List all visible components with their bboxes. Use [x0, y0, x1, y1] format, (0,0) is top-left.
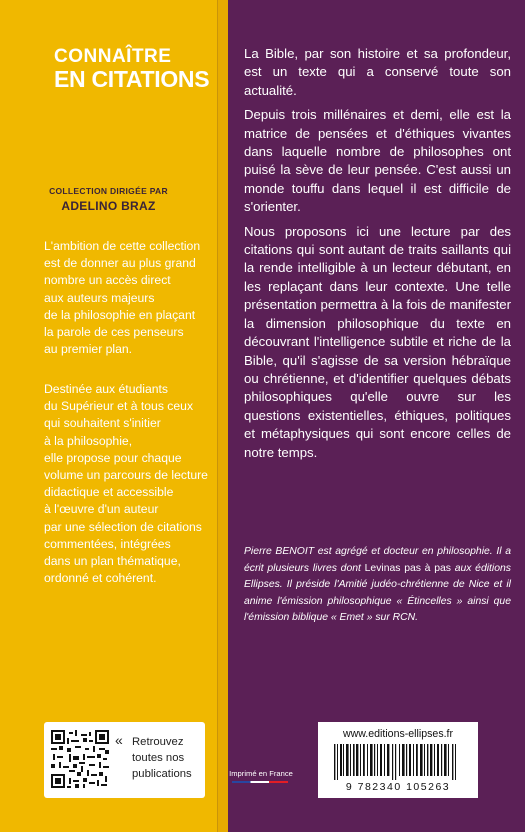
collection-line: de la philosophie en plaçant — [44, 307, 196, 322]
collection-description-1 — [44, 238, 214, 358]
qr-caption-text: Retrouvez toutes nos publications — [132, 736, 192, 780]
barcode-box — [318, 722, 478, 798]
collection-line: du Supérieur et à tous ceux — [44, 399, 194, 414]
collection-credit — [0, 186, 217, 213]
collection-description-2 — [44, 381, 214, 587]
french-flag-stripe — [232, 781, 288, 783]
collection-line: la parole de ces penseurs — [44, 325, 184, 340]
collection-director: ADELINO BRAZ — [61, 199, 156, 213]
author-bio — [244, 544, 511, 627]
collection-line: elle propose pour chaque — [44, 450, 182, 465]
collection-line: dans un plan thématique, — [44, 554, 181, 569]
barcode-icon — [328, 744, 468, 780]
series-title-line1: CONNAÎTRE — [54, 46, 172, 67]
collection-line: commentées, intégrées — [44, 536, 171, 551]
collection-line: qui souhaitent s'initier — [44, 416, 161, 431]
qr-publications-box[interactable] — [44, 722, 205, 798]
book-blurb — [244, 45, 511, 468]
collection-line: Destinée aux étudiants — [44, 382, 168, 396]
collection-line: didactique et accessible — [44, 485, 174, 500]
publisher-url[interactable]: www.editions-ellipses.fr — [342, 728, 454, 740]
series-logo — [54, 46, 224, 91]
blurb-paragraph-1: La Bible, par son histoire et sa profondeur, est un texte qui a conservé toute son actualité. — [244, 46, 511, 98]
author-book-title: Levinas pas à pas — [364, 562, 451, 574]
author-bio-part1: Pierre BENOIT est agrégé et docteur en philosophie. Il a écrit plusieurs livres dont — [244, 546, 511, 574]
collection-line: ordonné et cohérent. — [44, 571, 157, 586]
author-bio-part2: aux éditions Ellipses. Il préside l'Amitié judéo-chrétienne de Nice et il anime l'émission philosophique « Étincelles » ainsi que l'émission biblique « Emet » sur RCN. — [244, 562, 511, 623]
collection-line: à la philosophie, — [44, 433, 133, 448]
collection-line: aux auteurs majeurs — [44, 290, 155, 305]
double-chevron-icon: « — [115, 732, 123, 748]
qr-caption[interactable] — [132, 734, 204, 782]
blurb-paragraph-3: Nous proposons ici une lecture par des citations qui sont autant de traits saillants qui la rende intelligible à un lecteur débutant, en les replaçant dans leur contexte. Une telle présentation permettra à la fois de manifester la dimension philosophique du texte en découvrant l'intelligence subtile et riche de la Bible, qu'il s'agisse de sa version hébraïque ou chrétienne, et d'identifier quelques débats philosophiques qu'elle ouvre sur les questions existentielles, éthiques, politiques et métaphysiques qui sont encore celles de notre temps. — [244, 223, 511, 460]
collection-line: volume un parcours de lecture — [44, 468, 208, 483]
collection-line: nombre un accès direct — [44, 273, 171, 288]
series-title-line2: EN CITATIONS — [54, 66, 210, 92]
blurb-paragraph-2: Depuis trois millénaires et demi, elle est la matrice de pensées et d'éthiques vivantes dans laquelle nombre de philosophes ont puisé la sève de leur pensée. C'est aussi un monde touffu dans lequel il est difficile de s'orienter. — [244, 107, 511, 215]
collection-line: par une sélection de citations — [44, 519, 202, 534]
collection-label: COLLECTION DIRIGÉE PAR — [49, 186, 168, 196]
qr-code-icon[interactable] — [51, 730, 109, 788]
collection-line: à l'œuvre d'un auteur — [44, 502, 159, 517]
collection-line: au premier plan. — [44, 342, 133, 357]
isbn-number: 9 782340 105263 — [345, 781, 451, 793]
printed-in-france: Imprimé en France — [229, 769, 293, 778]
collection-line: est de donner au plus grand — [44, 256, 196, 271]
collection-line: L'ambition de cette collection — [44, 239, 201, 253]
